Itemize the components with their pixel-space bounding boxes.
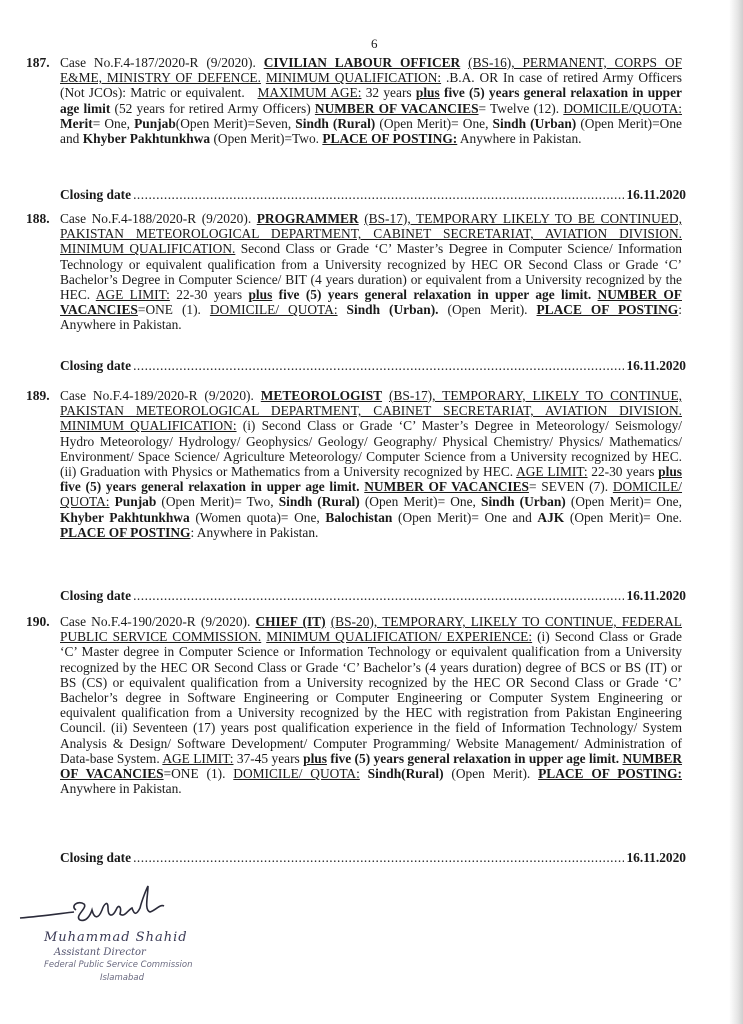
page-number: 6 xyxy=(371,36,378,51)
plus-word: plus xyxy=(415,85,440,101)
quota-name: Khyber Pakhtunkhwa xyxy=(82,131,211,147)
min-qualification-text: (i) Second Class or Grade ‘C’ Master degree in Computer Science or Information Technology or equivalent qualification from a University recognized by the HEC OR Second Class or Grade ‘C’ Bachelor’s (4 years duration) degree of BCS or BS (IT) or BS (CS) or equivalent qualification from a University recognized by the HEC OR Second Class or Grade ‘C’ Bachelor’s degree in Software Engineering or Computer Engineering or Computer System Engineering or equivalent qualification from a University recognized by the HEC with registration from Pakistan Engineering Council. (ii) Seventeen (17) years post qualification experience in the field of Information Technology/ System Analysis & Design/ Software Development/ Computer Programming/ Website Management/ Administration of Data-base System. xyxy=(60,629,682,766)
case-entry-188 xyxy=(26,211,686,333)
closing-date-row-190 xyxy=(60,850,686,866)
quota-value: (Open Merit). xyxy=(447,302,528,318)
post-details: (BS-20), TEMPORARY, LIKELY TO CONTINUE, FEDERAL PUBLIC SERVICE COMMISSION. xyxy=(60,614,682,645)
closing-date-row-187 xyxy=(60,187,686,203)
plus-word: plus xyxy=(303,750,327,766)
quota-value: (Open Merit)= Two, xyxy=(161,494,274,510)
case-entry-190 xyxy=(26,614,686,796)
signatory-title: Assistant Director xyxy=(54,947,146,958)
quota-value: = One, xyxy=(92,115,131,131)
vacancies-label: NUMBER OF VACANCIES xyxy=(314,100,479,116)
quota-value: (Open Merit)= One, xyxy=(364,494,476,510)
post-title: CIVILIAN LABOUR OFFICER xyxy=(263,55,461,70)
post-title: CHIEF (IT) xyxy=(255,614,326,629)
leader-dots xyxy=(133,588,624,604)
post-title: PROGRAMMER xyxy=(256,211,359,226)
posting-label: PLACE OF POSTING: xyxy=(538,766,682,782)
case-number: 189. xyxy=(26,388,50,403)
domicile-label: DOMICILE/QUOTA: xyxy=(563,100,682,116)
domicile-label: DOMICILE/ QUOTA: xyxy=(60,479,683,510)
quota-value: (Open Merit)=Two. xyxy=(213,131,319,147)
quota-name: Sindh (Rural) xyxy=(278,494,360,510)
age-relaxation: five (5) years general relaxation in upper age limit xyxy=(60,85,682,116)
closing-date-label: Closing date xyxy=(60,358,132,373)
min-qualification-text: .B.A. OR In case of retired Army Officers (Not JCOs): Matric or equivalent. xyxy=(60,70,682,101)
quota-name: Sindh (Urban). xyxy=(346,302,439,318)
min-qualification-text: Second Class or Grade ‘C’ Master’s Degree in Computer Science/ Information Technology or equivalent qualification from a University recognized by HEC OR Second Class or Grade ‘C’ Bachelor’s Degree in Computer Science/ BIT (4 years duration) or equivalent from a University recognized by the HEC. xyxy=(60,241,682,303)
quota-name: Sindh(Rural) xyxy=(367,766,444,782)
quota-value: (Women quota)= One, xyxy=(195,509,320,525)
age-text: 37-45 years xyxy=(236,750,300,766)
quota-name: Sindh (Urban) xyxy=(481,494,566,510)
quota-name: Sindh (Urban) xyxy=(492,115,577,131)
age-text: 22-30 years xyxy=(591,464,655,480)
quota-value: (Open Merit)=One and xyxy=(60,115,682,147)
case-description xyxy=(60,211,682,333)
age-relaxation-extra: (52 years for retired Army Officers) xyxy=(114,100,311,116)
plus-word: plus xyxy=(248,287,273,303)
age-relaxation: five (5) years general relaxation in upper age limit. xyxy=(60,479,360,495)
age-relaxation: five (5) years general relaxation in upper age limit. xyxy=(278,287,592,303)
age-label: AGE LIMIT: xyxy=(95,287,170,303)
min-qualification-label: MINIMUM QUALIFICATION: xyxy=(60,418,237,434)
post-details: (BS-16), PERMANENT, CORPS OF E&ME, MINISTRY OF DEFENCE. xyxy=(60,55,682,86)
min-qualification-label: MINIMUM QUALIFICATION. xyxy=(60,241,236,257)
quota-value: (Open Merit)= One, xyxy=(570,494,682,510)
vacancies-text: = Twelve (12). xyxy=(478,100,560,116)
posting-label: PLACE OF POSTING xyxy=(60,524,191,540)
closing-date-value: 16.11.2020 xyxy=(626,358,686,373)
signatory-organization: Federal Public Service Commission xyxy=(44,960,193,970)
case-reference: Case No.F.4-188/2020-R (9/2020). xyxy=(60,211,252,226)
case-description xyxy=(60,388,682,540)
age-label: AGE LIMIT: xyxy=(162,750,234,766)
quota-value: (Open Merit). xyxy=(451,766,531,782)
min-qualification-text: (i) Second Class or Grade ‘C’ Master’s Degree in Meteorology/ Seismology/ Hydro Meteorology/ Hydrology/ Geophysics/ Geology/ Geography/ Physical Chemistry/ Physics/ Mathematics/ Environment/ Space Science/ Agriculture Meteorology/ Computer Science from a University recognized by HEC. (ii) Graduation with Physics or Mathematics from a University recognized by HEC. xyxy=(60,418,682,480)
posting-label: PLACE OF POSTING xyxy=(536,302,679,318)
plus-word: plus xyxy=(658,464,682,480)
case-description xyxy=(60,55,682,146)
quota-name: Punjab xyxy=(134,115,176,131)
page-edge-shadow xyxy=(729,0,743,1024)
post-details: (BS-17), TEMPORARY, LIKELY TO CONTINUE, PAKISTAN METEOROLOGICAL DEPARTMENT, CABINET SECRETARIAT, AVIATION DIVISION. xyxy=(60,388,682,419)
quota-value: (Open Merit)= One and xyxy=(398,509,532,525)
domicile-label: DOMICILE/ QUOTA: xyxy=(233,766,360,782)
quota-value: (Open Merit)=Seven, xyxy=(175,115,292,131)
age-text: 32 years xyxy=(365,85,412,101)
case-number: 188. xyxy=(26,211,50,226)
min-qualification-label: MINIMUM QUALIFICATION: xyxy=(265,70,442,86)
posting-text: Anywhere in Pakistan. xyxy=(459,131,582,147)
case-number: 187. xyxy=(26,55,50,70)
vacancies-text: =ONE (1). xyxy=(137,302,201,318)
quota-value: (Open Merit)= One, xyxy=(379,115,489,131)
leader-dots xyxy=(133,850,624,866)
closing-date-value: 16.11.2020 xyxy=(626,850,686,865)
age-text: 22-30 years xyxy=(176,287,243,303)
quota-name: AJK xyxy=(537,509,565,525)
case-reference: Case No.F.4-187/2020-R (9/2020). xyxy=(60,55,256,70)
quota-name: Balochistan xyxy=(325,509,393,525)
quota-name: Sindh (Rural) xyxy=(295,115,376,131)
closing-date-row-188 xyxy=(60,358,686,374)
closing-date-row-189 xyxy=(60,588,686,604)
quota-name: Khyber Pakhtunkhwa xyxy=(60,509,190,525)
vacancies-label: NUMBER OF VACANCIES xyxy=(60,287,682,318)
age-label: AGE LIMIT: xyxy=(516,464,588,480)
quota-name: Punjab xyxy=(114,494,157,510)
vacancies-text: =ONE (1). xyxy=(163,766,226,782)
signatory-city: Islamabad xyxy=(100,973,144,983)
closing-date-label: Closing date xyxy=(60,850,132,865)
posting-text: : Anywhere in Pakistan. xyxy=(60,302,682,333)
posting-text: : Anywhere in Pakistan. xyxy=(190,524,319,540)
signature-stroke xyxy=(20,912,74,918)
case-description xyxy=(60,614,682,796)
leader-dots xyxy=(133,358,624,374)
case-entry-187 xyxy=(26,55,686,146)
vacancies-label: NUMBER OF VACANCIES xyxy=(364,479,529,495)
closing-date-value: 16.11.2020 xyxy=(626,588,686,603)
quota-name: Merit xyxy=(60,115,93,131)
vacancies-label: NUMBER OF VACANCIES xyxy=(60,750,682,782)
vacancies-text: = SEVEN (7). xyxy=(528,479,609,495)
case-reference: Case No.F.4-190/2020-R (9/2020). xyxy=(60,614,251,629)
signatory-name: Muhammad Shahid xyxy=(44,930,188,945)
posting-label: PLACE OF POSTING: xyxy=(322,131,458,147)
age-label: MAXIMUM AGE: xyxy=(257,85,362,101)
case-number: 190. xyxy=(26,614,50,629)
case-entry-189 xyxy=(26,388,686,540)
posting-text: Anywhere in Pakistan. xyxy=(60,781,182,797)
case-reference: Case No.F.4-189/2020-R (9/2020). xyxy=(60,388,254,403)
closing-date-value: 16.11.2020 xyxy=(626,187,686,202)
min-qualification-label: MINIMUM QUALIFICATION/ EXPERIENCE: xyxy=(266,629,533,645)
post-title: METEOROLOGIST xyxy=(260,388,383,403)
closing-date-label: Closing date xyxy=(60,187,132,202)
signature-stroke xyxy=(74,886,164,920)
age-relaxation: five (5) years general relaxation in upper age limit. xyxy=(330,750,620,766)
quota-value: (Open Merit)= One. xyxy=(569,509,682,525)
post-details: (BS-17), TEMPORARY LIKELY TO BE CONTINUED, PAKISTAN METEOROLOGICAL DEPARTMENT, CABINET SECRETARIAT, AVIATION DIVISION. xyxy=(60,211,682,242)
closing-date-label: Closing date xyxy=(60,588,132,603)
domicile-label: DOMICILE/ QUOTA: xyxy=(209,302,338,318)
leader-dots xyxy=(133,187,624,203)
